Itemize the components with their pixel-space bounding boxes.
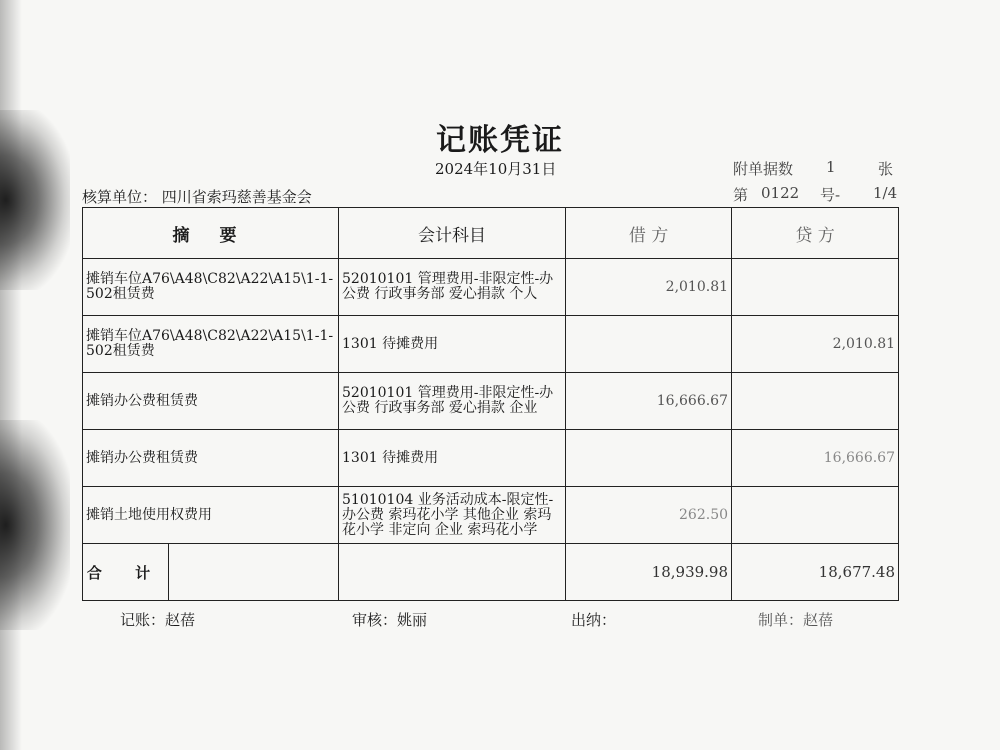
total-blank [169,544,339,601]
total-blank-subject [339,544,566,601]
header-summary: 摘 要 [83,208,339,259]
row-credit [732,259,899,316]
row-credit [732,487,899,544]
footer-reviewer: 审核：姚丽 [352,611,428,629]
row-debit [566,316,732,373]
row-summary: 摊销办公费租赁费 [83,373,339,430]
scan-smudge-bottom [0,420,70,630]
accounting-unit-name: 四川省索玛慈善基金会 [161,188,312,206]
header-debit: 借 方 [566,208,732,259]
seq-suffix: 号- [820,186,841,204]
seq-prefix: 第 [733,186,749,204]
table-row [83,430,899,487]
footer-cashier: 出纳： [571,611,617,629]
total-row [83,544,899,601]
row-debit [566,430,732,487]
row-subject: 51010104 业务活动成本-限定性-办公费 索玛花小学 其他企业 索玛花小学 非定向 企业 索玛花小学 [339,487,566,544]
row-credit: 16,666.67 [732,430,899,487]
attachment-count: 1 [826,158,836,176]
row-subject: 52010101 管理费用-非限定性-办公费 行政事务部 爱心捐款 个人 [339,259,566,316]
total-label: 合 计 [83,544,169,601]
seq-page: 1/4 [873,184,898,202]
total-credit: 18,677.48 [732,544,899,601]
attachment-label: 附单据数 [733,160,794,178]
accounting-unit [82,186,312,207]
row-summary: 摊销车位A76\A48\C82\A22\A15\1-1-502租赁费 [83,316,339,373]
row-debit: 262.50 [566,487,732,544]
footer-bookkeeper: 记账：赵蓓 [120,611,196,629]
table-row [83,316,899,373]
total-debit: 18,939.98 [566,544,732,601]
row-credit [732,373,899,430]
table-row [83,259,899,316]
voucher-table [82,207,899,601]
row-subject: 1301 待摊费用 [339,430,566,487]
row-debit: 16,666.67 [566,373,732,430]
attachment-unit: 张 [878,160,894,178]
accounting-unit-label: 核算单位： [82,188,158,206]
row-summary: 摊销办公费租赁费 [83,430,339,487]
row-debit: 2,010.81 [566,259,732,316]
row-subject: 52010101 管理费用-非限定性-办公费 行政事务部 爱心捐款 企业 [339,373,566,430]
table-row [83,373,899,430]
header-credit: 贷 方 [732,208,899,259]
seq-number: 0122 [761,184,800,202]
row-subject: 1301 待摊费用 [339,316,566,373]
footer-preparer: 制单：赵蓓 [758,611,834,629]
voucher-date: 2024年10月31日 [435,160,557,178]
row-summary: 摊销土地使用权费用 [83,487,339,544]
header-subject: 会计科目 [339,208,566,259]
row-credit: 2,010.81 [732,316,899,373]
row-summary: 摊销车位A76\A48\C82\A22\A15\1-1-502租赁费 [83,259,339,316]
attachment-info [733,158,894,179]
voucher-title: 记账凭证 [436,123,564,158]
table-row [83,487,899,544]
